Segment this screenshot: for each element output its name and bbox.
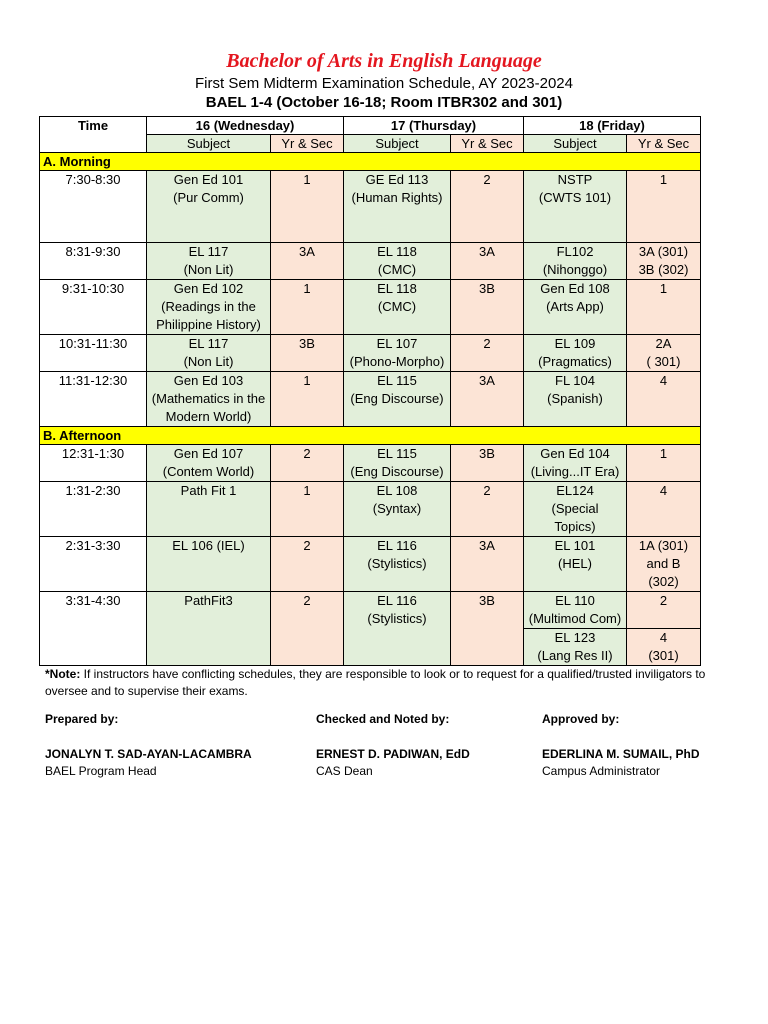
yrsec-cell: 2 [271, 537, 344, 592]
day-header: 17 (Thursday) [344, 117, 524, 135]
time-slot: 11:31-12:30 [40, 372, 147, 427]
signatory-checked [316, 711, 470, 780]
signatory-name: ERNEST D. PADIWAN, EdD [316, 747, 470, 761]
yrsec-cell: 3A [451, 243, 524, 280]
yrsec-cell: 3A (301) 3B (302) [627, 243, 701, 280]
subject-cell: EL 117 (Non Lit) [147, 243, 271, 280]
time-slot: 3:31-4:30 [40, 592, 147, 666]
yrsec-cell: 3A [271, 243, 344, 280]
schedule-subtitle: First Sem Midterm Examination Schedule, AY 2023-2024 [195, 75, 573, 92]
table-row [40, 592, 701, 629]
document-header [0, 48, 768, 112]
subject-cell: EL 106 (IEL) [147, 537, 271, 592]
time-slot: 2:31-3:30 [40, 537, 147, 592]
yrsec-cell: 1 [271, 171, 344, 243]
time-slot: 1:31-2:30 [40, 482, 147, 537]
schedule-dates-rooms: BAEL 1-4 (October 16-18; Room ITBR302 and 301) [205, 94, 563, 111]
yrsec-cell: 2 [451, 171, 524, 243]
yrsec-header: Yr & Sec [451, 135, 524, 153]
table-row [40, 445, 701, 482]
yrsec-cell: 3B [451, 592, 524, 666]
subject-cell: Gen Ed 102 (Readings in the Philippine History) [147, 280, 271, 335]
subject-cell: EL124 (Special Topics) [524, 482, 627, 537]
subject-cell: EL 118 (CMC) [344, 280, 451, 335]
subject-cell: EL 107 (Phono-Morpho) [344, 335, 451, 372]
yrsec-cell: 3A [451, 372, 524, 427]
subject-header: Subject [524, 135, 627, 153]
subject-header: Subject [147, 135, 271, 153]
yrsec-cell: 1 [271, 482, 344, 537]
subject-cell: Gen Ed 108 (Arts App) [524, 280, 627, 335]
subject-cell: GE Ed 113 (Human Rights) [344, 171, 451, 243]
subject-cell: FL102 (Nihonggo) [524, 243, 627, 280]
yrsec-cell: 1 [627, 280, 701, 335]
time-slot: 12:31-1:30 [40, 445, 147, 482]
yrsec-cell: 1 [271, 280, 344, 335]
yrsec-header: Yr & Sec [627, 135, 701, 153]
subject-cell: NSTP (CWTS 101) [524, 171, 627, 243]
table-row [40, 372, 701, 427]
schedule-body [40, 153, 701, 666]
yrsec-cell: 1 [271, 372, 344, 427]
time-slot: 8:31-9:30 [40, 243, 147, 280]
table-row [40, 335, 701, 372]
subject-cell: PathFit3 [147, 592, 271, 666]
subject-cell: EL 109 (Pragmatics) [524, 335, 627, 372]
section-label: B. Afternoon [40, 427, 701, 445]
yrsec-cell: 2 [627, 592, 701, 629]
program-title: Bachelor of Arts in English Language [226, 50, 542, 72]
subject-cell: EL 108 (Syntax) [344, 482, 451, 537]
subject-cell: EL 110 (Multimod Com) [524, 592, 627, 629]
signatory-prepared [45, 711, 252, 780]
subject-cell: Path Fit 1 [147, 482, 271, 537]
signatory-position: CAS Dean [316, 764, 373, 778]
yrsec-cell: 3B [451, 445, 524, 482]
signatory-name: JONALYN T. SAD-AYAN-LACAMBRA [45, 747, 252, 761]
subject-cell: EL 101 (HEL) [524, 537, 627, 592]
signatory-label: Checked and Noted by: [316, 712, 450, 726]
exam-schedule-table [39, 116, 701, 666]
yrsec-cell: 4 [627, 372, 701, 427]
subject-cell: EL 116 (Stylistics) [344, 592, 451, 666]
subject-cell: EL 116 (Stylistics) [344, 537, 451, 592]
time-slot: 10:31-11:30 [40, 335, 147, 372]
subject-cell: EL 115 (Eng Discourse) [344, 372, 451, 427]
yrsec-cell: 4 [627, 482, 701, 537]
yrsec-cell: 4 (301) [627, 629, 701, 666]
subject-header: Subject [344, 135, 451, 153]
signatory-name: EDERLINA M. SUMAIL, PhD [542, 747, 700, 761]
day-header: 18 (Friday) [524, 117, 701, 135]
table-row [40, 171, 701, 243]
table-row [40, 537, 701, 592]
signatory-position: BAEL Program Head [45, 764, 157, 778]
subject-cell: EL 123 (Lang Res II) [524, 629, 627, 666]
yrsec-cell: 2 [451, 482, 524, 537]
time-slot: 9:31-10:30 [40, 280, 147, 335]
table-row [40, 243, 701, 280]
yrsec-cell: 1A (301) and B (302) [627, 537, 701, 592]
subject-cell: Gen Ed 107 (Contem World) [147, 445, 271, 482]
signatory-label: Approved by: [542, 712, 620, 726]
subject-cell: Gen Ed 103 (Mathematics in the Modern World) [147, 372, 271, 427]
yrsec-cell: 3A [451, 537, 524, 592]
yrsec-cell: 2 [451, 335, 524, 372]
table-row [40, 482, 701, 537]
signatory-label: Prepared by: [45, 712, 119, 726]
subject-cell: EL 118 (CMC) [344, 243, 451, 280]
subject-cell: FL 104 (Spanish) [524, 372, 627, 427]
day-header: 16 (Wednesday) [147, 117, 344, 135]
subject-cell: Gen Ed 104 (Living...IT Era) [524, 445, 627, 482]
yrsec-cell: 2 [271, 592, 344, 666]
subject-cell: Gen Ed 101 (Pur Comm) [147, 171, 271, 243]
yrsec-cell: 1 [627, 171, 701, 243]
yrsec-cell: 3B [271, 335, 344, 372]
time-header: Time [40, 117, 147, 153]
signatory-approved [542, 711, 700, 780]
note-label: *Note: [45, 667, 81, 681]
signatory-position: Campus Administrator [542, 764, 661, 778]
yrsec-cell: 3B [451, 280, 524, 335]
section-label: A. Morning [40, 153, 701, 171]
yrsec-cell: 2A ( 301) [627, 335, 701, 372]
note-text: If instructors have conflicting schedules, they are responsible to look or to request for a qualified/trusted inviligators to oversee and to supervise their exams. [45, 667, 706, 698]
yrsec-cell: 1 [627, 445, 701, 482]
subject-cell: EL 115 (Eng Discourse) [344, 445, 451, 482]
table-row [40, 280, 701, 335]
time-slot: 7:30-8:30 [40, 171, 147, 243]
yrsec-header: Yr & Sec [271, 135, 344, 153]
note [45, 666, 725, 700]
subject-cell: EL 117 (Non Lit) [147, 335, 271, 372]
yrsec-cell: 2 [271, 445, 344, 482]
